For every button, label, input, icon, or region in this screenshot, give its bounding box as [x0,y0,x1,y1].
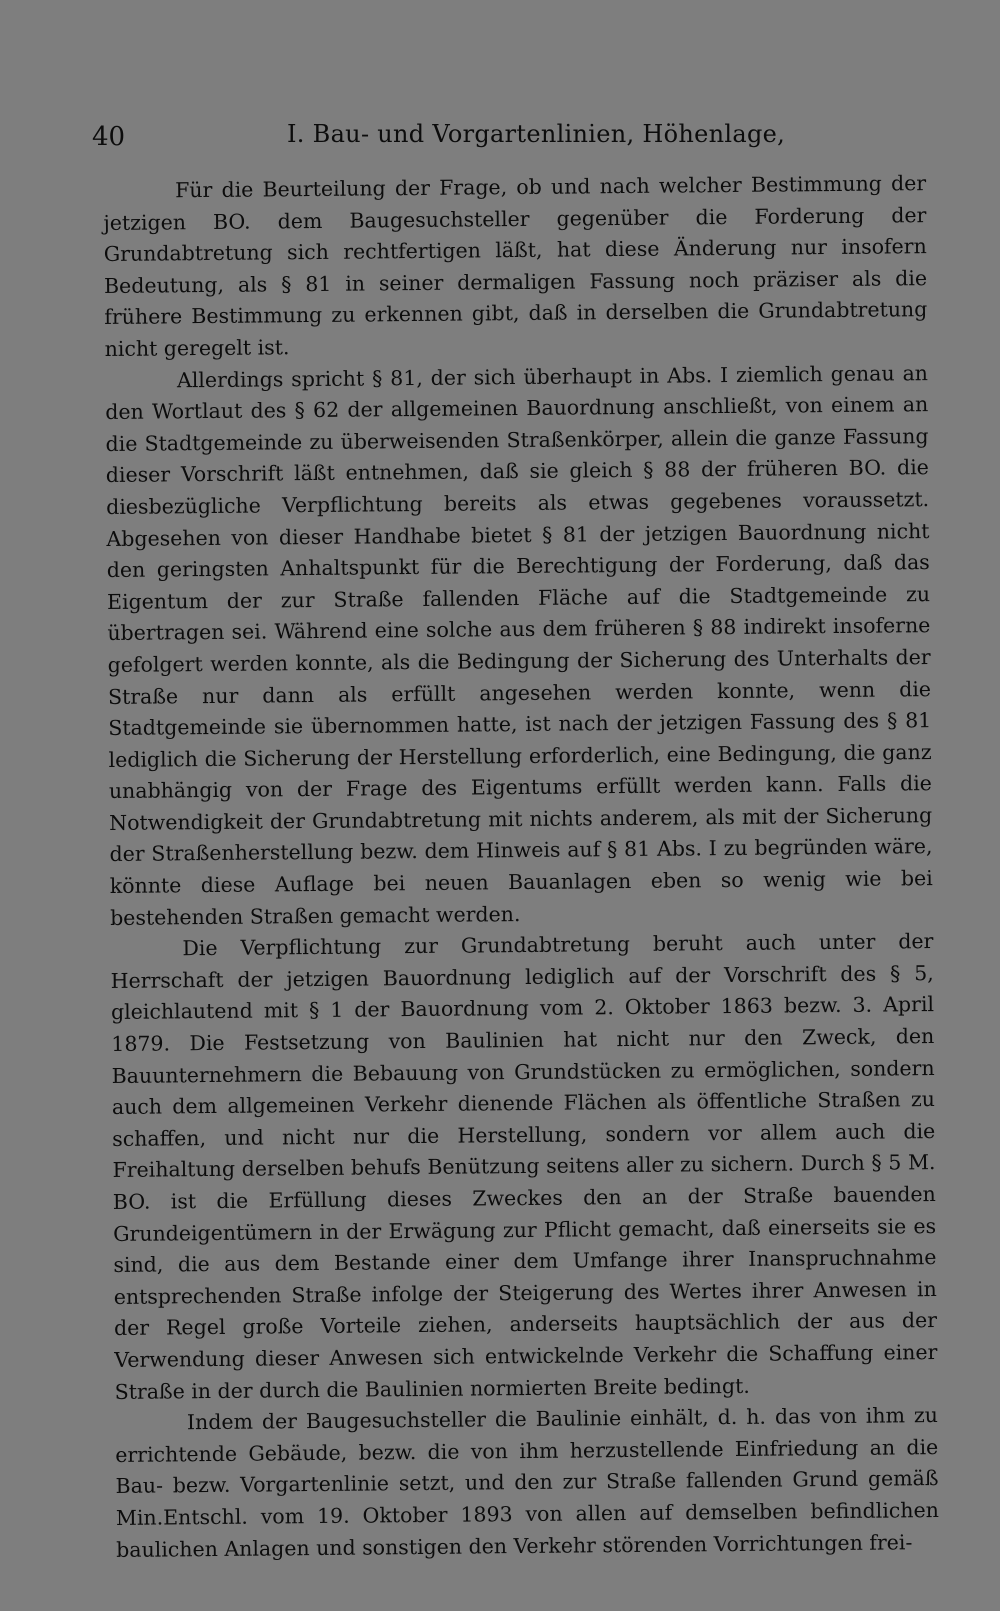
running-head: I. Bau- und Vorgartenlinien, Höhenlage, [287,120,786,148]
paragraph-3: Die Verpflichtung zur Grundabtretung beruht auch unter der Herrschaft der jetzigen Bauordnung lediglich auf der Vorschrift des § 5, gleichlautend mit § 1 der Bauordnung vom 2. Oktober 1863 bezw. 3. April 1879. Die Festsetzung von Baulinien hat nicht nur den Zweck, den Bauunternehmern die Bebauung von Grundstücken zu ermöglichen, sondern auch dem allgemeinen Verkehr dienende Flächen als öffentliche Straßen zu schaffen, und nicht nur die Herstellung, sondern vor allem auch die Freihaltung derselben behufs Benützung seitens aller zu sichern. Durch § 5 M. BO. ist die Erfüllung dieses Zweckes den an der Straße bauenden Grundeigentümern in der Erwägung zur Pflicht gemacht, daß einerseits sie es sind, die aus dem Bestande einer dem Umfange ihrer Inanspruchnahme entsprechenden Straße infolge der Steigerung des Wertes ihrer Anwesen in der Regel große Vorteile ziehen, anderseits hauptsächlich der aus der Verwendung dieser Anwesen sich entwickelnde Verkehr die Schaffung einer Straße in der durch die Baulinien normierten Breite bedingt. [110,929,938,1404]
page-header [92,118,786,158]
body-text [103,168,939,1566]
paragraph-4: Indem der Baugesuchsteller die Baulinie einhält, d. h. das von ihm zu errichtende Gebäude, bezw. die von ihm herzustellende Einfriedung an die Bau- bezw. Vorgartenlinie setzt, und den zur Straße fallenden Grund gemäß Min.Entschl. vom 19. Oktober 1893 von allen auf demselben befindlichen baulichen Anlagen und sonstigen den Verkehr störenden Vorrichtungen frei- [115,1403,939,1562]
page-number: 40 [92,122,126,152]
paragraph-1: Für die Beurteilung der Frage, ob und nach welcher Bestimmung der jetzigen BO. dem Baugesuchsteller gegenüber die Forderung der Grundabtretung sich rechtfertigen läßt, hat diese Änderung nur insofern Bedeutung, als § 81 in seiner dermaligen Fassung noch präziser als die frühere Bestimmung zu erkennen gibt, daß in derselben die Grundabtretung nicht geregelt ist. [103,171,928,361]
paragraph-2: Allerdings spricht § 81, der sich überhaupt in Abs. I ziemlich genau an den Wortlaut des § 62 der allgemeinen Bauordnung anschließt, von einem an die Stadtgemeinde zu überweisenden Straßenkörper, allein die ganze Fassung dieser Vorschrift läßt entnehmen, daß sie gleich § 88 der früheren BO. die diesbezügliche Verpflichtung bereits als etwas gegebenes voraussetzt. Abgesehen von dieser Handhabe bietet § 81 der jetzigen Bauordnung nicht den geringsten Anhaltspunkt für die Berechtigung der Forderung, daß das Eigentum der zur Straße fallenden Fläche auf die Stadtgemeinde zu übertragen sei. Während eine solche aus dem früheren § 88 indirekt insoferne gefolgert werden konnte, als die Bedingung der Sicherung des Unterhalts der Straße nur dann als erfüllt angesehen werden konnte, wenn die Stadtgemeinde sie übernommen hatte, ist nach der jetzigen Fassung des § 81 lediglich die Sicherung der Herstellung erforderlich, eine Bedingung, die ganz unabhängig von der Frage des Eigentums erfüllt werden kann. Falls die Notwendigkeit der Grundabtretung mit nichts anderem, als mit der Sicherung der Straßenherstellung bezw. dem Hinweis auf § 81 Abs. I zu begründen wäre, könnte diese Auflage bei neuen Bauanlagen eben so wenig wie bei bestehenden Straßen gemacht werden. [105,360,933,930]
